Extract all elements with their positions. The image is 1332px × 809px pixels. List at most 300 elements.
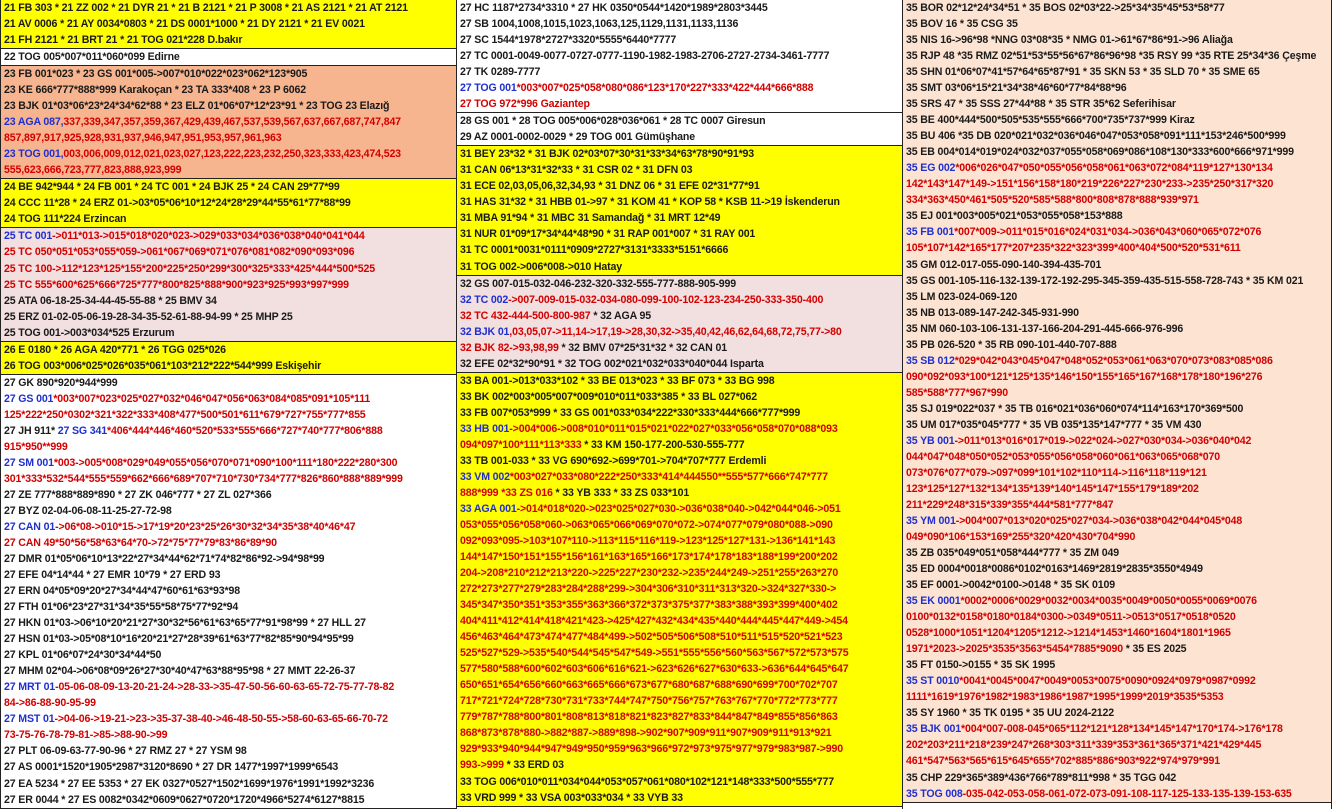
plate-line — [457, 405, 902, 421]
plate-text: ->014*018*020->023*025*027*030->036*038*040->042*044*046->051 — [516, 502, 841, 515]
plate-text: *003->005*008*029*049*055*056*070*071*090*100*111*180*222*280*300 — [53, 456, 398, 469]
plate-line — [1, 583, 456, 599]
plate-line — [1, 487, 456, 503]
plate-line — [903, 753, 1331, 769]
plate-text: 073*076*077*079->097*099*101*102*110*114->116*118*119*121 — [906, 466, 1207, 479]
region-block — [1, 342, 456, 375]
plate-text: 26 E 0180 * 26 AGA 420*771 * 26 TGG 025*026 — [4, 343, 226, 356]
plate-text: 27 MST 01 — [4, 713, 55, 726]
plate-text: 27 ZE 777*888*889*890 * 27 ZK 046*777 * 27 ZL 027*366 — [4, 488, 272, 501]
plate-text: 35 FT 0150->0155 * 35 SK 1995 — [906, 659, 1056, 672]
plate-text: 204->208*210*212*213*220->225*227*230*232->235*244*249->251*255*263*270 — [460, 567, 839, 580]
plate-line — [457, 661, 902, 677]
plate-text: 35 SHN 01*06*07*41*57*64*65*87*91 * 35 SKN 53 * 35 SLD 70 * 35 SME 65 — [906, 66, 1260, 79]
plate-text: 334*363*450*461*505*520*585*588*800*808*878*888*939*971 — [906, 194, 1199, 207]
plate-text: 27 ERN 04*05*09*20*27*34*44*47*60*61*63*93*98 — [4, 585, 240, 598]
plate-text: 094*097*100*111*113*333 — [460, 438, 582, 451]
plate-text: 27 EFE 04*14*44 * 27 EMR 10*79 * 27 ERD 93 — [4, 569, 221, 582]
plate-line — [457, 162, 902, 178]
plate-line — [903, 321, 1331, 337]
plate-text: 27 KPL 01*06*07*24*30*34*44*50 — [4, 649, 162, 662]
plate-text: 35 GS 001-105-116-132-139-172-192-295-345-359-435-515-558-728-743 * 35 KM 021 — [906, 274, 1304, 287]
plate-text: 35 TOG 008 — [906, 787, 963, 800]
plate-text: 26 TOG 003*006*025*026*035*061*103*212*222*544*999 Eskişehir — [4, 359, 322, 372]
plate-text: 23 FB 001*023 * 23 GS 001*005->007*010*022*023*062*123*905 — [4, 68, 308, 81]
plate-line — [457, 373, 902, 389]
plate-line — [457, 453, 902, 469]
plate-text: 345*347*350*351*353*355*363*366*372*373*375*377*383*388*393*399*400*402 — [460, 599, 838, 612]
plate-line — [1, 679, 456, 695]
plate-text: 27 ER 0044 * 27 ES 0082*0342*0609*0627*0720*1720*4966*5274*6127*8815 — [4, 793, 365, 806]
plate-text: 003,006,009,012,021,023,027,123,222,223,232,250,323,333,423,474,523 — [63, 148, 401, 161]
plate-line — [457, 340, 902, 356]
plate-line — [1, 98, 456, 114]
plate-line — [1, 727, 456, 743]
plate-line — [457, 16, 902, 32]
plate-text: 21 AV 0006 * 21 AY 0034*0803 * 21 DS 0001*1000 * 21 DY 2121 * 21 EV 0021 — [4, 18, 365, 31]
plate-text: 35 CHP 229*365*389*436*766*789*811*998 * 35 TGG 042 — [906, 771, 1177, 784]
plate-text: ,03,05,07->11,14->17,19->28,30,32->35,40,42,46,62,64,68,72,75,77->80 — [509, 325, 842, 338]
plate-text: 27 PLT 06-09-63-77-90-96 * 27 RMZ 27 * 27 YSM 98 — [4, 745, 247, 758]
plate-text: *0002*0006*0029*0032*0034*0035*0049*0050*0055*0069*0076 — [960, 595, 1257, 608]
region-block — [1, 228, 456, 341]
plate-line — [1, 162, 456, 178]
plate-line — [1, 32, 456, 48]
column-2 — [456, 0, 902, 809]
plate-line — [903, 705, 1331, 721]
plate-line — [457, 613, 902, 629]
plate-text: *003*027*033*080*222*250*333*414*444550**555*577*666*747*777 — [509, 470, 828, 483]
plate-line — [457, 48, 902, 64]
plate-text: 31 TC 0001*0031*0111*0909*2727*3131*3333*5151*6666 — [460, 244, 729, 257]
plate-text: 650*651*654*656*660*663*665*666*673*677*680*687*688*690*699*700*702*707 — [460, 679, 838, 692]
plate-line — [1, 16, 456, 32]
plate-line — [457, 80, 902, 96]
plate-text: 25 TC 100->112*123*125*155*200*225*250*299*300*325*333*425*444*500*525 — [4, 262, 375, 275]
plate-line — [457, 0, 902, 16]
plate-text: 27 JH 911* — [4, 424, 58, 437]
plate-line — [1, 391, 456, 407]
plate-text: 25 TC 050*051*053*055*059->061*067*069*071*076*081*082*090*093*096 — [4, 246, 355, 259]
plate-text: 31 TOG 002->006*008->010 Hatay — [460, 260, 622, 273]
plate-line — [1, 407, 456, 423]
plate-text: 717*721*724*728*730*731*733*744*747*750*756*757*763*767*770*772*773*777 — [460, 695, 838, 708]
plate-line — [903, 16, 1331, 32]
plate-line — [903, 529, 1331, 545]
plate-text: 27 SG 341 — [57, 424, 108, 437]
plate-line — [457, 292, 902, 308]
plate-text: 35 BE 400*444*500*505*535*555*666*700*735*737*999 Kiraz — [906, 114, 1195, 127]
plate-line — [457, 549, 902, 565]
plate-line — [903, 385, 1331, 401]
plate-line — [457, 565, 902, 581]
plate-text: 1971*2023->2025*3535*3563*5454*7885*9090 — [906, 643, 1123, 656]
plate-text: 32 BJK 01 — [460, 325, 510, 338]
plate-line — [457, 242, 902, 258]
plate-text: * 33 YB 333 * 33 ZS 033*101 — [552, 486, 690, 499]
plate-text: 35 BOV 16 * 35 CSG 35 — [906, 18, 1018, 31]
plate-text: 27 CAN 01 — [4, 521, 56, 533]
plate-text: 31 HAS 31*32 * 31 HBB 01->97 * 31 KOM 41 * KOP 58 * KSB 11->19 İskenderun — [460, 196, 840, 209]
plate-line — [903, 369, 1331, 385]
plate-text: 35 PB 026-520 * 35 RB 090-101-440-707-888 — [906, 338, 1117, 351]
plate-line — [903, 609, 1331, 625]
plate-line — [1, 743, 456, 759]
plate-line — [1, 146, 456, 162]
plate-line — [457, 437, 902, 453]
plate-text: 33 AGA 001 — [460, 502, 517, 515]
plate-line — [1, 358, 456, 374]
plate-line — [457, 32, 902, 48]
plate-text: 35 EF 0001->0042*0100->0148 * 35 SK 0109 — [906, 579, 1115, 592]
plate-line — [457, 709, 902, 725]
plate-text: 27 CAN 49*50*56*58*63*64*70->72*75*77*79*83*86*89*90 — [4, 537, 277, 550]
plate-line — [457, 741, 902, 757]
plate-line — [903, 192, 1331, 208]
region-block — [1, 66, 456, 179]
plate-text: 24 BE 942*944 * 24 FB 001 * 24 TC 001 * 24 BJK 25 * 24 CAN 29*77*99 — [4, 181, 340, 194]
plate-text: 35 GM 012-017-055-090-140-394-435-701 — [906, 258, 1102, 271]
plate-text: 27 DMR 01*05*06*10*13*22*27*34*44*62*71*74*82*86*92->94*98*99 — [4, 553, 325, 566]
plate-line — [457, 533, 902, 549]
plate-line — [903, 0, 1331, 16]
plate-text: 0100*0132*0158*0180*0184*0300->0349*0511->0513*0517*0518*0520 — [906, 611, 1236, 624]
plate-text: 993->999 — [460, 759, 504, 772]
plate-line — [903, 273, 1331, 289]
plate-line — [1, 471, 456, 487]
plate-line — [903, 417, 1331, 433]
plate-line — [1, 0, 456, 16]
plate-text: 32 GS 007-015-032-046-232-320-332-555-777-888-905-999 — [460, 277, 736, 290]
region-block — [457, 146, 902, 275]
plate-line — [903, 449, 1331, 465]
plate-line — [903, 337, 1331, 353]
plate-text: 092*093*095->103*107*110->113*115*116*119->123*125*127*131->136*141*143 — [460, 535, 836, 548]
plate-text: 202*203*211*218*239*247*268*303*311*339*353*361*365*371*421*429*445 — [906, 739, 1262, 752]
plate-text: 35 ZB 035*049*051*058*444*777 * 35 ZM 049 — [906, 547, 1119, 560]
plate-text: 23 KE 666*777*888*999 Karakoçan * 23 TA 333*408 * 23 P 6062 — [4, 84, 306, 97]
plate-line — [1, 551, 456, 567]
plate-text: 142*143*147*149->151*156*158*180*219*226*227*230*233->235*250*317*320 — [906, 178, 1274, 191]
plate-line — [1, 759, 456, 775]
region-block — [457, 276, 902, 373]
plate-line — [903, 481, 1331, 497]
plate-text: *004*007-008-045*065*112*121*128*134*145*147*170*174->176*178 — [961, 723, 1283, 736]
plate-line — [1, 792, 456, 808]
plate-text: 27 GK 890*920*944*999 — [4, 376, 118, 389]
plate-line — [903, 80, 1331, 96]
plate-text: 35 SB 012 — [906, 354, 955, 367]
plate-text: 35 YB 001 — [906, 434, 955, 447]
plate-text: *029*042*043*045*047*048*052*053*061*063*070*073*083*085*086 — [954, 354, 1273, 367]
plate-text: 272*273*277*279*283*284*288*299->304*306*310*311*313*320->324*327*330-> — [460, 583, 837, 596]
plate-line — [903, 786, 1331, 802]
plate-text: 105*107*142*165*177*207*235*322*323*399*400*404*500*520*531*611 — [906, 242, 1241, 255]
plate-line — [903, 593, 1331, 609]
plate-text: 33 FB 007*053*999 * 33 GS 001*033*034*222*330*333*444*666*777*999 — [460, 406, 801, 419]
plate-text: 585*588*777*967*990 — [906, 386, 1009, 399]
plate-text: 23 AGA 087, — [4, 116, 64, 129]
plate-text: 35 SJ 019*022*037 * 35 TB 016*021*036*060*074*114*163*170*369*500 — [906, 402, 1244, 415]
plate-line — [903, 176, 1331, 192]
plate-line — [1, 261, 456, 277]
plate-text: *007*009->011*015*016*024*031*034->036*043*060*065*072*076 — [954, 226, 1262, 239]
plate-line — [1, 567, 456, 583]
column-3 — [902, 0, 1332, 809]
plate-text: 211*229*248*315*339*355*444*581*777*847 — [906, 498, 1114, 511]
plate-line — [1, 663, 456, 679]
plate-line — [1, 325, 456, 341]
plate-text: 555,623,666,723,777,823,888,923,999 — [4, 164, 182, 177]
plate-text: -05-06-08-09-13-20-21-24->28-33->35-47-50-56-60-63-65-72-75-77-78-82 — [55, 681, 395, 694]
plate-text: 27 MRT 01 — [4, 681, 56, 694]
plate-line — [1, 711, 456, 727]
plate-line — [903, 625, 1331, 641]
plate-line — [903, 401, 1331, 417]
plate-text: 577*580*588*600*602*603*606*616*621->623*626*627*630*633->636*644*645*647 — [460, 663, 849, 676]
plate-line — [457, 757, 902, 773]
plate-text: 27 TK 0289-7777 — [460, 66, 541, 79]
plate-text: 28 GS 001 * 28 TOG 005*006*028*036*061 * 28 TC 0007 Giresun — [460, 115, 766, 128]
plate-line — [457, 501, 902, 517]
plate-text: 35 EK 0001 — [906, 595, 961, 608]
plate-line — [903, 289, 1331, 305]
plate-line — [903, 561, 1331, 577]
plate-line — [457, 469, 902, 485]
plate-line — [1, 423, 456, 439]
plate-text: 35 BJK 001 — [906, 723, 962, 736]
plate-text: 049*090*106*153*169*255*320*420*430*704*990 — [906, 531, 1136, 544]
plate-line — [1, 503, 456, 519]
plate-line — [457, 96, 902, 112]
plate-line — [457, 178, 902, 194]
plate-text: 35 EJ 001*003*005*021*053*055*058*153*888 — [906, 210, 1123, 223]
plate-line — [457, 693, 902, 709]
plate-line — [903, 32, 1331, 48]
plate-text: 27 MHM 02*04->06*08*09*26*27*30*40*47*63*88*95*98 * 27 MMT 22-26-37 — [4, 665, 356, 678]
plate-text: 32 BJK 82->93,98,99 — [460, 341, 559, 354]
plate-text: 301*333*532*544*555*559*662*666*689*707*710*730*734*777*826*860*888*889*999 — [4, 472, 403, 485]
plate-line — [1, 49, 456, 65]
plate-line — [903, 545, 1331, 561]
plate-line — [457, 210, 902, 226]
plate-text: 23 BJK 01*03*06*23*24*34*62*88 * 23 ELZ 01*06*07*12*23*91 * 23 TOG 23 Elazığ — [4, 100, 390, 113]
plate-text: 35 SRS 47 * 35 SSS 27*44*88 * 35 STR 35*62 Seferihisar — [906, 98, 1176, 111]
plate-line — [457, 64, 902, 80]
plate-line — [903, 721, 1331, 737]
plate-line — [903, 513, 1331, 529]
region-block — [457, 0, 902, 113]
plate-text: 35 FB 001 — [906, 226, 955, 239]
plate-text: 31 MBA 91*94 * 31 MBC 31 Samandağ * 31 MRT 12*49 — [460, 212, 721, 225]
plate-text: 31 NUR 01*09*17*34*44*48*90 * 31 RAP 001*007 * 31 RAY 001 — [460, 228, 756, 241]
plate-line — [903, 208, 1331, 224]
plate-line — [903, 257, 1331, 273]
plate-text: 27 TOG 001 — [460, 82, 517, 95]
plate-line — [1, 293, 456, 309]
plate-text: * 35 ES 2025 — [1123, 643, 1187, 656]
plate-text: ->04-06->19-21->23->35-37-38-40->46-48-50-55->58-60-63-65-66-70-72 — [54, 713, 388, 726]
plate-line — [1, 776, 456, 792]
plate-text: 25 TOG 001->003*034*525 Erzurum — [4, 326, 175, 339]
plate-line — [1, 244, 456, 260]
plate-line — [1, 631, 456, 647]
plate-text: 456*463*464*473*474*477*484*499->502*505*506*508*510*511*515*520*521*523 — [460, 631, 843, 644]
plate-line — [457, 194, 902, 210]
plate-text: 35 ST 0010 — [906, 675, 960, 688]
plate-text: 35 SY 1960 * 35 TK 0195 * 35 UU 2024-2122 — [906, 707, 1115, 720]
plate-text: 27 HKN 01*03->06*10*20*21*27*30*32*56*61*63*65*77*91*98*99 * 27 HLL 27 — [4, 617, 366, 630]
plate-line — [903, 577, 1331, 593]
plate-text: 31 CAN 06*13*31*32*33 * 31 CSR 02 * 31 DFN 03 — [460, 164, 693, 177]
plate-line — [457, 308, 902, 324]
plate-text: 35 EB 004*014*019*024*032*037*055*058*069*086*108*130*333*600*666*971*999 — [906, 146, 1294, 159]
plate-line — [1, 66, 456, 82]
plate-line — [903, 433, 1331, 449]
plate-text: 27 HSN 01*03->05*08*10*16*20*21*27*28*39*61*63*77*82*85*90*94*95*99 — [4, 633, 354, 646]
plate-line — [457, 581, 902, 597]
plate-text: 33 TOG 006*010*011*034*044*053*057*061*080*102*121*148*333*500*555*777 — [460, 775, 834, 788]
plate-text: 35 YM 001 — [906, 515, 956, 527]
plate-text: 25 ERZ 01-02-05-06-19-28-34-35-52-61-88-94-99 * 25 MHP 25 — [4, 310, 293, 323]
plate-text: 33 BK 002*003*005*007*009*010*011*033*385 * 33 BL 027*062 — [460, 390, 757, 403]
plate-line — [1, 439, 456, 455]
plate-text: 35 NM 060-103-106-131-137-166-204-291-445-666-976-996 — [906, 322, 1184, 335]
plate-text: -035-042-053-058-061-072-073-091-108-117-125-133-135-139-153-635 — [962, 787, 1292, 800]
plate-text: 33 HB 001 — [460, 422, 510, 435]
plate-line — [1, 211, 456, 227]
plate-text: 21 FB 303 * 21 ZZ 002 * 21 DYR 21 * 21 B 2121 * 21 P 3008 * 21 AS 2121 * 21 AT 2121 — [4, 2, 408, 14]
region-block — [457, 113, 902, 146]
plate-text: 929*933*940*944*947*949*950*959*963*966*972*973*975*977*979*983*987->990 — [460, 743, 844, 756]
plate-line — [457, 356, 902, 372]
plate-line — [457, 259, 902, 275]
plate-text: *0041*0045*0047*0049*0053*0075*0090*0924*0979*0987*0992 — [959, 675, 1256, 688]
plate-line — [903, 673, 1331, 689]
plate-text: 27 TOG 972*996 Gaziantep — [460, 98, 590, 111]
plate-text: 35 NB 013-089-147-242-345-931-990 — [906, 306, 1079, 319]
plate-line — [457, 226, 902, 242]
plate-line — [457, 629, 902, 645]
plate-text: 22 TOG 005*007*011*060*099 Edirne — [4, 51, 180, 64]
plate-line — [1, 130, 456, 146]
plate-text: ->004*007*013*020*025*027*034->036*038*042*044*045*048 — [955, 515, 1243, 527]
plate-line — [903, 160, 1331, 176]
plate-line — [903, 305, 1331, 321]
plate-text: 337,339,347,357,359,367,429,439,467,537,539,567,637,667,687,747,847 — [63, 116, 401, 129]
plate-text: *003*007*023*025*027*032*046*047*056*063*084*085*091*105*111 — [53, 392, 371, 405]
plate-line — [903, 240, 1331, 256]
plate-line — [457, 790, 902, 806]
plate-text: 27 SC 1544*1978*2727*3320*5555*6440*7777 — [460, 34, 677, 47]
plate-text: ->004*006->008*010*011*015*021*022*027*033*056*058*070*088*093 — [509, 422, 838, 435]
plate-text: 125*222*250*0302*321*322*333*408*477*500*501*611*679*727*755*777*855 — [4, 408, 366, 421]
plate-line — [457, 485, 902, 501]
plate-text: 35 SMT 03*06*15*21*34*38*46*60*77*84*88*96 — [906, 82, 1127, 95]
plate-text: 33 VRD 999 * 33 VSA 003*033*034 * 33 VYB 33 — [460, 791, 683, 804]
plate-line — [457, 421, 902, 437]
plate-line — [903, 657, 1331, 673]
plate-line — [457, 517, 902, 533]
plate-line — [1, 179, 456, 195]
plate-text: 24 CCC 11*28 * 24 ERZ 01->03*05*06*10*12*24*28*29*44*55*61*77*88*99 — [4, 197, 351, 210]
plate-line — [457, 645, 902, 661]
plate-line — [1, 195, 456, 211]
plate-text: 21 FH 2121 * 21 BRT 21 * 21 TOG 021*228 D.bakır — [4, 34, 243, 47]
plate-text: 27 HC 1187*2734*3310 * 27 HK 0350*0544*1420*1989*2803*3445 — [460, 2, 768, 14]
region-block — [1, 375, 456, 809]
plate-text: ->06*08->010*15->17*19*20*23*25*26*30*32*34*35*38*40*46*47 — [55, 521, 356, 533]
plate-text: 123*125*127*132*134*135*139*140*145*147*155*179*189*202 — [906, 482, 1199, 495]
plate-text: 32 EFE 02*32*90*91 * 32 TOG 002*021*032*033*040*044 Isparta — [460, 357, 764, 370]
plate-text: 35 EG 002 — [906, 162, 956, 175]
plate-text: 27 AS 0001*1520*1905*2987*3120*8690 * 27 DR 1477*1997*1999*6543 — [4, 761, 339, 774]
plate-text: 31 ECE 02,03,05,06,32,34,93 * 31 DNZ 06 * 31 EFE 02*31*77*91 — [460, 180, 760, 193]
plate-text: 24 TOG 111*224 Erzincan — [4, 213, 127, 226]
plate-line — [1, 375, 456, 391]
plate-text: 404*411*412*414*418*421*423->425*427*432*434*435*440*444*445*447*449->454 — [460, 615, 848, 628]
plate-line — [903, 737, 1331, 753]
plate-text: 868*873*878*880->882*887->889*898->902*907*909*911*907*909*911*913*921 — [460, 727, 832, 740]
plate-line — [457, 129, 902, 145]
column-1 — [0, 0, 456, 809]
plate-line — [1, 277, 456, 293]
plate-text: 84->86-88-90-95-99 — [4, 697, 96, 710]
plate-line — [903, 641, 1331, 657]
plate-line — [457, 725, 902, 741]
plate-text: 27 TC 0001-0049-0077-0727-0777-1190-1982-1983-2706-2727-2734-3461-7777 — [460, 50, 830, 63]
plate-text: 25 ATA 06-18-25-34-44-45-55-88 * 25 BMV 34 — [4, 294, 217, 307]
plate-text: 31 BEY 23*32 * 31 BJK 02*03*07*30*31*33*34*63*78*90*91*93 — [460, 148, 755, 161]
plate-line — [903, 64, 1331, 80]
plate-text: 33 TB 001-033 * 33 VG 690*692->699*701->704*707*777 Erdemli — [460, 454, 767, 467]
plate-text: 053*055*056*058*060->063*065*066*069*070*072->074*077*079*080*088->090 — [460, 519, 833, 531]
plate-line — [1, 535, 456, 551]
plate-text: *406*444*446*460*520*533*555*666*727*740*777*806*888 — [107, 424, 383, 437]
region-block — [457, 373, 902, 807]
plate-line — [1, 114, 456, 130]
plate-line — [1, 228, 456, 244]
plate-text: 25 TC 001 — [4, 230, 53, 243]
plate-line — [903, 770, 1331, 786]
plate-line — [457, 389, 902, 405]
plate-text: *006*026*047*050*055*056*058*061*063*072*084*119*127*130*134 — [955, 162, 1273, 175]
plate-line — [1, 647, 456, 663]
plate-text: 32 TC 002 — [460, 293, 509, 306]
plate-text: 1111*1619*1976*1982*1983*1986*1987*1995*1999*2019*3535*5353 — [906, 691, 1224, 704]
plate-line — [1, 342, 456, 358]
plate-line — [1, 695, 456, 711]
plate-line — [1, 455, 456, 471]
plate-line — [1, 519, 456, 535]
plate-text: 35 ED 0004*0018*0086*0102*0163*1469*2819*2835*3550*4949 — [906, 563, 1203, 576]
plate-text: 27 BYZ 02-04-06-08-11-25-27-72-98 — [4, 504, 172, 517]
region-block — [1, 179, 456, 228]
plate-line — [457, 276, 902, 292]
plate-line — [457, 146, 902, 162]
plate-text: 915*950**999 — [4, 440, 68, 453]
plate-line — [903, 144, 1331, 160]
plate-text: ->011*013->015*018*020*023->029*033*034*036*038*040*041*044 — [52, 230, 365, 243]
plate-text: 857,897,917,925,928,931,937,946,947,951,953,957,961,963 — [4, 132, 282, 145]
plate-text: *003*007*025*058*080*086*123*170*227*333*422*444*666*888 — [516, 82, 814, 95]
plate-text: 461*547*563*565*615*645*655*702*885*886*903*922*974*979*991 — [906, 755, 1220, 768]
plate-text: * 33 KM 150-177-200-530-555-777 — [581, 438, 745, 451]
plate-text: 27 GS 001 — [4, 392, 54, 405]
region-block — [903, 0, 1331, 803]
plate-line — [903, 353, 1331, 369]
plate-line — [457, 597, 902, 613]
